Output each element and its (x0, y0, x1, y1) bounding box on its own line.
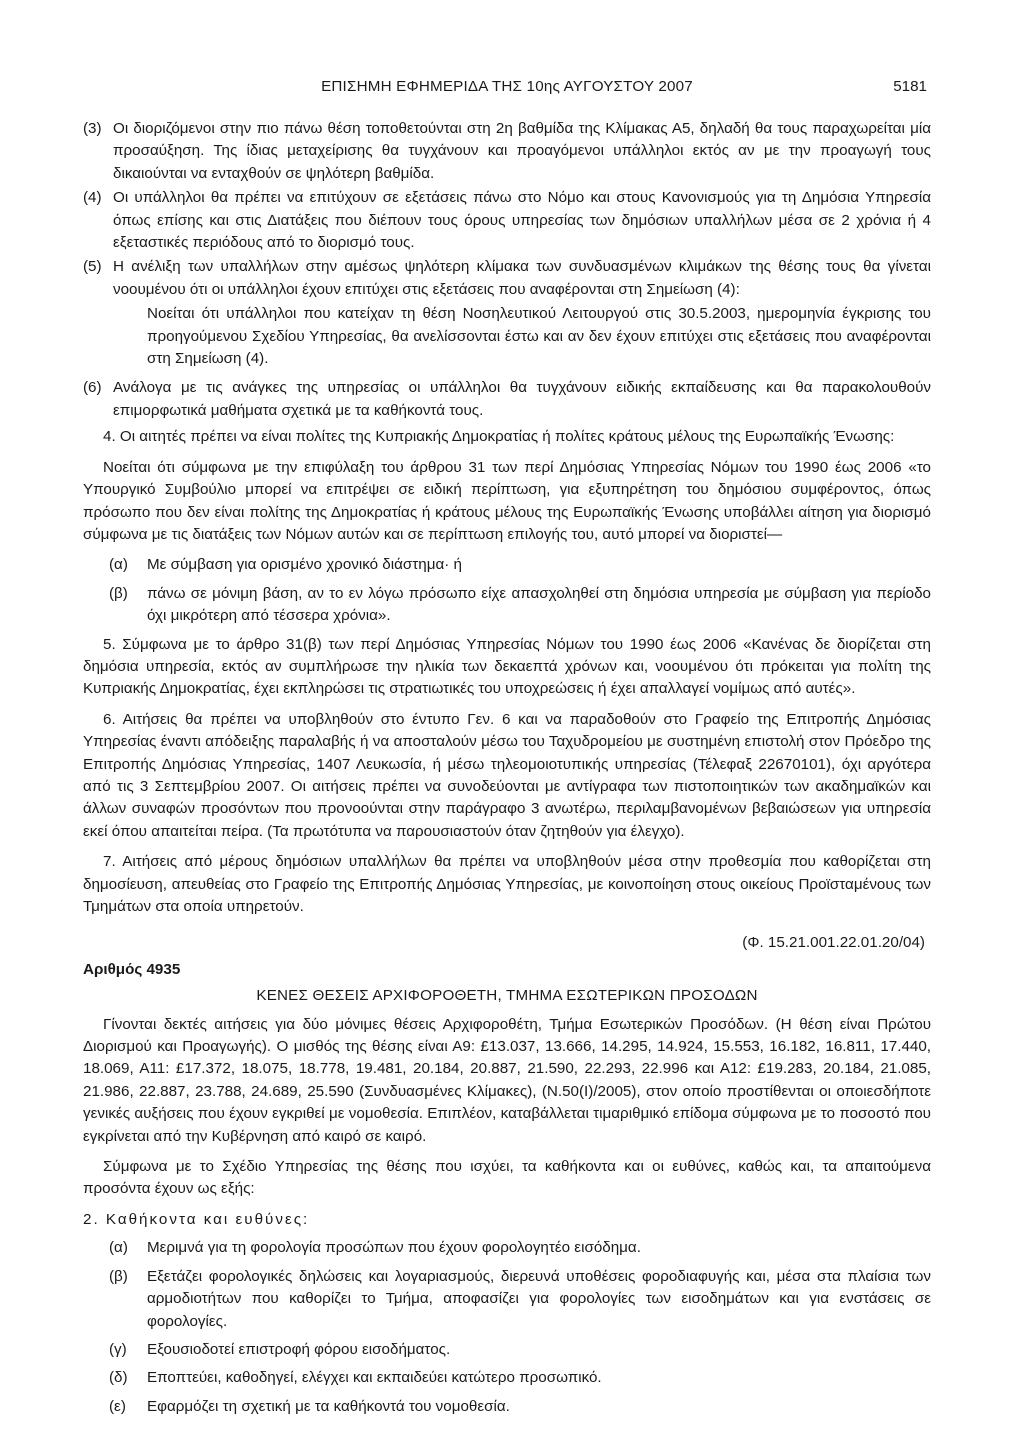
duties-heading: 2. Καθήκοντα και ευθύνες: (83, 1210, 310, 1228)
paragraph-4-proviso: Νοείται ότι σύμφωνα με την επιφύλαξη του άρθρου 31 των περί Δημόσιας Υπηρεσίας Νόμων του 1990 έως 2006 «το Υπουργικό Συμβούλιο μπορεί να επιτρέψει σε ειδική περίπτωση, για εξυπηρέτηση του δημόσιου συμφέροντος, όπως πρόσωπο που δεν είναι πολίτης της Δημοκρατίας ή κράτους μέλους της Ευρωπαϊκής Ένωσης υποβάλλει αίτηση για διορισμό σύμφωνα με τις διατάξεις των Νόμων αυτών και σε περίπτωση επιλογής του, αυτό μπορεί να διοριστεί— (83, 458, 931, 543)
duty-item-c (109, 1339, 931, 1361)
item-number: (β) (109, 584, 128, 602)
scheme-intro: Σύμφωνα με το Σχέδιο Υπηρεσίας της θέσης που ισχύει, τα καθήκοντα και οι ευθύνες, καθώς και, τα απαιτούμενα προσόντα έχουν ως εξής: (83, 1158, 931, 1198)
item-text: Εποπτεύει, καθοδηγεί, ελέγχει και εκπαιδεύει κατώτερο προσωπικό. (147, 1369, 602, 1387)
item-text: Εξετάζει φορολογικές δηλώσεις και λογαριασμούς, διερευνά υποθέσεις φοροδιαφυγής και, μέσα στα πλαίσια των αρμοδιοτήτων που καθορίζει το Τμήμα, αποφασίζει για φορολογίες των εισοδημάτων και για ενστάσεις σε φορολογίες. (147, 1267, 931, 1330)
item-text: Εξουσιοδοτεί επιστροφή φόρου εισοδήματος. (147, 1340, 451, 1358)
item-text: Με σύμβαση για ορισμένο χρονικό διάστημα· ή (147, 556, 462, 574)
paragraph-4-item-a (109, 554, 931, 576)
note-number: (5) (83, 258, 102, 276)
item-number: (β) (109, 1267, 128, 1285)
duty-item-b (109, 1266, 931, 1333)
item-text: Εφαρμόζει τη σχετική με τα καθήκοντά του νομοθεσία. (147, 1397, 510, 1415)
item-number: (γ) (109, 1340, 127, 1358)
note-text: Η ανέλιξη των υπαλλήλων στην αμέσως ψηλότερη κλίμακα των συνδυασμένων κλιμάκων της θέσης τους θα γίνεται νοουμένου ότι οι υπάλληλοι έχουν επιτύχει στις εξετάσεις που αναφέρονται στη Σημείωση (4): (113, 258, 931, 298)
note-number: (3) (83, 120, 102, 137)
item-number: (α) (109, 1239, 128, 1257)
item-number: (α) (109, 556, 128, 574)
paragraph-6: 6. Αιτήσεις θα πρέπει να υποβληθούν στο έντυπο Γεν. 6 και να παραδοθούν στο Γραφείο της Επιτροπής Δημόσιας Υπηρεσίας έναντι απόδειξης παραλαβής ή να αποσταλούν μέσω του Ταχυδρομείου με συστημένη επιστολή στον Πρόεδρο της Επιτροπής Δημόσιας Υπηρεσίας, 1407 Λευκωσία, ή μέσω τηλεομοιοτυπικής υπηρεσίας (Τέλεφαξ 22670101), όχι αργότερα από τις 3 Σεπτεμβρίου 2007. Οι αιτήσεις πρέπει να συνοδεύονται με αντίγραφα των πιστοποιητικών των ακαδημαϊκών και άλλων συναφών προσόντων που προνοούνται στην παράγραφο 3 ανωτέρω, περιλαμβανομένων βεβαιώσεων για υπηρεσία εκεί όπου απαιτείται πείρα. (Τα πρωτότυπα να παρουσιαστούν όταν ζητηθούν για έλεγχο). (83, 710, 931, 840)
paragraph-7: 7. Αιτήσεις από μέρους δημόσιων υπαλλήλων θα πρέπει να υποβληθούν μέσα στην προθεσμία που καθορίζεται στη δημοσίευση, απευθείας στο Γραφείο της Επιτροπής Δημόσιας Υπηρεσίας, με κοινοποίηση στους οικείους Προϊσταμένους των Τμημάτων στα οποία υπηρετούν. (83, 853, 931, 915)
page-content (83, 118, 931, 1424)
notice-intro: Γίνονται δεκτές αιτήσεις για δύο μόνιμες θέσεις Αρχιφοροθέτη, Τμήμα Εσωτερικών Προσόδων. (Η θέση είναι Πρώτου Διορισμού και Προαγωγής). Ο μισθός της θέσης είναι Α9: £13.037, 13.666, 14.295, 14.924, 15.553, 16.182, 16.811, 17.440, 18.069, Α11: £17.372, 18.075, 18.778, 19.481, 20.184, 20.887, 21.590, 22.293, 22.996 και Α12: £19.283, 20.184, 21.085, 21.986, 22.887, 23.788, 24.689, 25.590 (Συνδυασμένες Κλίμακες), (Ν.50(Ι)/2005), στον οποίο προστίθενται οι οποιεσδήποτε γενικές αυξήσεις που έχουν εγκριθεί με νομοθεσία. Επιπλέον, καταβάλλεται τιμαριθμικό επίδομα σύμφωνα με το ποσοστό που εγκρίνεται από την Κυβέρνηση από καιρό σε καιρό. (83, 1015, 931, 1145)
page-header (83, 76, 931, 100)
note-5-proviso: Νοείται ότι υπάλληλοι που κατείχαν τη θέση Νοσηλευτικού Λειτουργού στις 30.5.2003, ημερομηνία έγκρισης του προηγούμενου Σχεδίου Υπηρεσίας, θα ανελίσσονται έστω και αν δεν έχουν επιτύχει στις εξετάσεις που αναφέρονται στη Σημείωση (4). (147, 305, 931, 368)
note-number: (4) (83, 189, 102, 207)
item-number: (δ) (109, 1369, 128, 1387)
note-text: Οι υπάλληλοι θα πρέπει να επιτύχουν σε εξετάσεις πάνω στο Νόμο και στους Κανονισμούς για τη Δημόσια Υπηρεσία όπως επίσης και στις Διατάξεις που διέπουν τους όρους υπηρεσίας των δημόσιων υπαλλήλων μέσα σε 2 χρόνια ή 4 εξεταστικές περιόδους από το διορισμό τους. (113, 189, 931, 252)
file-reference: (Φ. 15.21.001.22.01.20/04) (742, 934, 925, 952)
note-text: Ανάλογα με τις ανάγκες της υπηρεσίας οι υπάλληλοι θα τυγχάνουν ειδικής εκπαίδευσης και θα παρακολουθούν επιμορφωτικά μαθήματα σχετικά με τα καθήκοντά τους. (113, 379, 931, 419)
note-text: Οι διοριζόμενοι στην πιο πάνω θέση τοποθετούνται στη 2η βαθμίδα της Κλίμακας Α5, δηλαδή θα τους παραχωρείται μία προσαύξηση. Της ίδιας μεταχείρισης θα τυγχάνουν και προαγόμενοι υπάλληλοι εκτός αν με την προαγωγή τους δικαιούνται να ενταχθούν σε ψηλότερη βαθμίδα. (113, 120, 931, 182)
paragraph-4: 4. Οι αιτητές πρέπει να είναι πολίτες της Κυπριακής Δημοκρατίας ή πολίτες κράτους μέλους της Ευρωπαϊκής Ένωσης: (103, 428, 895, 446)
note-5 (83, 256, 931, 301)
item-number: (ε) (109, 1397, 126, 1415)
paragraph-5: 5. Σύμφωνα με το άρθρο 31(β) των περί Δημόσιας Υπηρεσίας Νόμων του 1990 έως 2006 «Κανένας δε διορίζεται στη δημόσια υπηρεσία, εκτός αν συμπλήρωσε την ηλικία των δεκαεπτά χρόνων και, νοουμένου ότι πρόκειται για πολίτη της Κυπριακής Δημοκρατίας, έχει εκπληρώσει τις στρατιωτικές του υποχρεώσεις ή έχει απαλλαγεί νομίμως από αυτές». (83, 635, 931, 698)
duty-item-e (109, 1396, 931, 1418)
duty-item-d (109, 1367, 931, 1389)
item-text: πάνω σε μόνιμη βάση, αν το εν λόγω πρόσωπο είχε απασχοληθεί στη δημόσια υπηρεσία με σύμβαση για περίοδο όχι μικρότερη από τέσσερα χρόνια». (147, 584, 931, 625)
notice-heading: ΚΕΝΕΣ ΘΕΣΕΙΣ ΑΡΧΙΦΟΡΟΘΕΤΗ, ΤΜΗΜΑ ΕΣΩΤΕΡΙΚΩΝ ΠΡΟΣΟΔΩΝ (256, 987, 758, 1005)
note-4 (83, 187, 931, 254)
paragraph-4-item-b (109, 583, 931, 628)
note-number: (6) (83, 379, 102, 397)
duty-item-a (109, 1237, 931, 1259)
note-6 (83, 377, 931, 422)
gazette-title: ΕΠΙΣΗΜΗ ΕΦΗΜΕΡΙΔΑ ΤΗΣ 10ης ΑΥΓΟΥΣΤΟΥ 2007 (321, 78, 693, 95)
notice-number: Αριθμός 4935 (83, 960, 181, 978)
page-number: 5181 (893, 78, 927, 95)
item-text: Μεριμνά για τη φορολογία προσώπων που έχουν φορολογητέο εισόδημα. (147, 1239, 641, 1257)
note-3 (83, 118, 931, 185)
